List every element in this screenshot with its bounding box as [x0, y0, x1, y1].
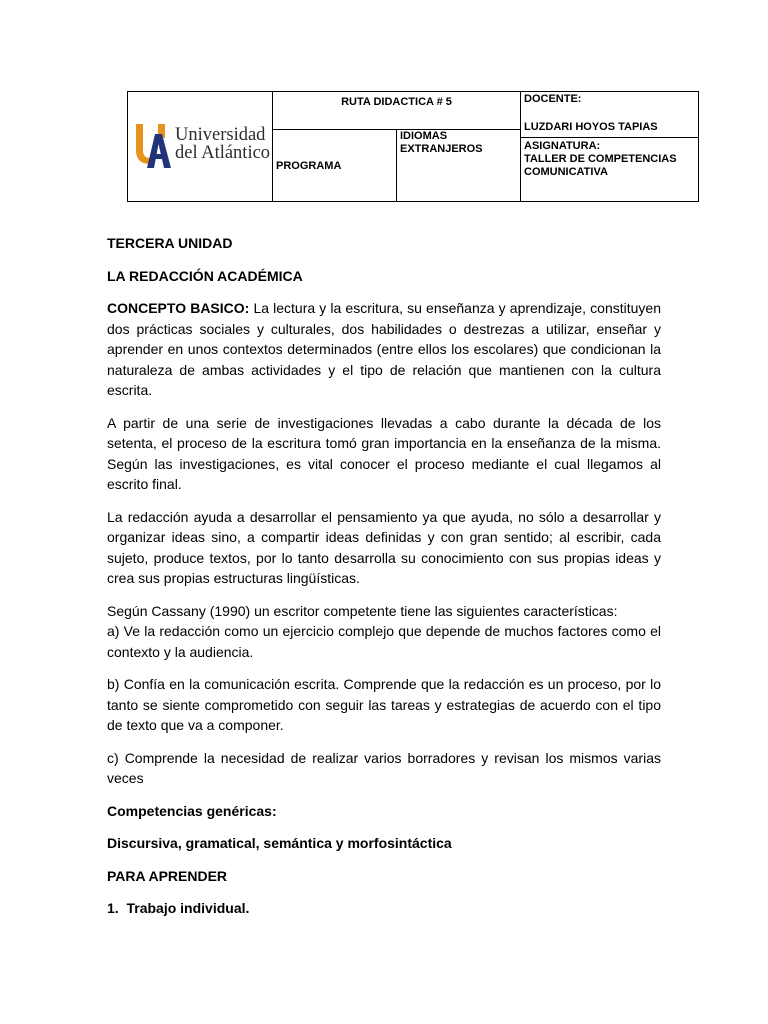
competencias-list: Discursiva, gramatical, semántica y morfosintáctica [107, 835, 452, 851]
asignatura-cell [521, 137, 699, 201]
university-logo [133, 120, 273, 172]
concepto-paragraph [107, 298, 661, 401]
header-table [127, 91, 699, 202]
cassany-intro: Según Cassany (1990) un escritor competente tiene las siguientes características: [107, 602, 618, 619]
logo-cell [128, 92, 273, 202]
list-item-number: 1. [107, 900, 119, 916]
programa-label: PROGRAMA [276, 160, 342, 172]
asignatura-line-2: COMUNICATIVA [524, 165, 608, 178]
university-name [175, 126, 270, 162]
characteristic-b: b) Confía en la comunicación escrita. Comprende que la redacción es un proceso, por lo tanto se siente comprometido con seguir las tareas y estrategias de acuerdo con el tipo de texto que va a componer. [107, 676, 661, 733]
logo-line-1: Universidad [175, 125, 266, 145]
docente-name: LUZDARI HOYOS TAPIAS [524, 121, 658, 133]
competencias-heading: Competencias genéricas: [107, 802, 277, 819]
list-item [107, 898, 661, 919]
paragraph-3: La redacción ayuda a desarrollar el pensamiento ya que ayuda, no sólo a desarrollar y organizar ideas sino, a compartir ideas definidas y con gran sentido; al escribir, cada sujeto, produce textos, por lo tanto desarrolla su conocimiento con sus propias ideas y crea sus propias estructuras lingüísticas. [107, 508, 661, 586]
logo-line-2: del Atlántico [175, 143, 271, 163]
asignatura-line-1: TALLER DE COMPETENCIAS [524, 152, 677, 165]
document-body [107, 233, 661, 931]
idiomas-line-2: EXTRANJEROS [400, 143, 483, 155]
characteristic-c: c) Comprende la necesidad de realizar varios borradores y revisan los mismos varias veces [107, 749, 661, 786]
asignatura-label: ASIGNATURA: [524, 139, 601, 152]
programa-cell [273, 130, 397, 202]
section-title: LA REDACCIÓN ACADÉMICA [107, 267, 303, 284]
unit-heading: TERCERA UNIDAD [107, 235, 233, 251]
docente-cell [521, 92, 699, 138]
ruta-cell [273, 92, 521, 130]
para-aprender-heading: PARA APRENDER [107, 867, 228, 884]
paragraph-2: A partir de una serie de investigaciones llevadas a cabo durante la década de los setenta, el proceso de la escritura tomó gran importancia en la enseñanza de la misma. Según las investigaciones, es vital conocer el proceso mediante el cual llegamos al escrito final. [107, 414, 661, 492]
docente-label: DOCENTE: [524, 93, 582, 105]
characteristic-a: a) Ve la redacción como un ejercicio complejo que depende de muchos factores como el contexto y la audiencia. [107, 623, 661, 660]
list-item-text: Trabajo individual. [126, 900, 250, 916]
paragraph-4 [107, 601, 661, 663]
concepto-text: La lectura y la escritura, su enseñanza y aprendizaje, constituyen dos prácticas sociales y culturales, dos habilidades o destrezas a utilizar, enseñar y aprender en unos contextos determinados (entre ellos los escolares) que condicionan la naturaleza de ambas actividades y el tipo de relación que mantienen con la cultura escrita. [107, 300, 662, 398]
ruta-title: RUTA DIDACTICA # 5 [341, 96, 452, 108]
concepto-label: CONCEPTO BASICO: [107, 300, 250, 316]
idiomas-cell [397, 130, 521, 202]
idiomas-line-1: IDIOMAS [400, 130, 448, 142]
university-logo-icon [133, 120, 175, 172]
